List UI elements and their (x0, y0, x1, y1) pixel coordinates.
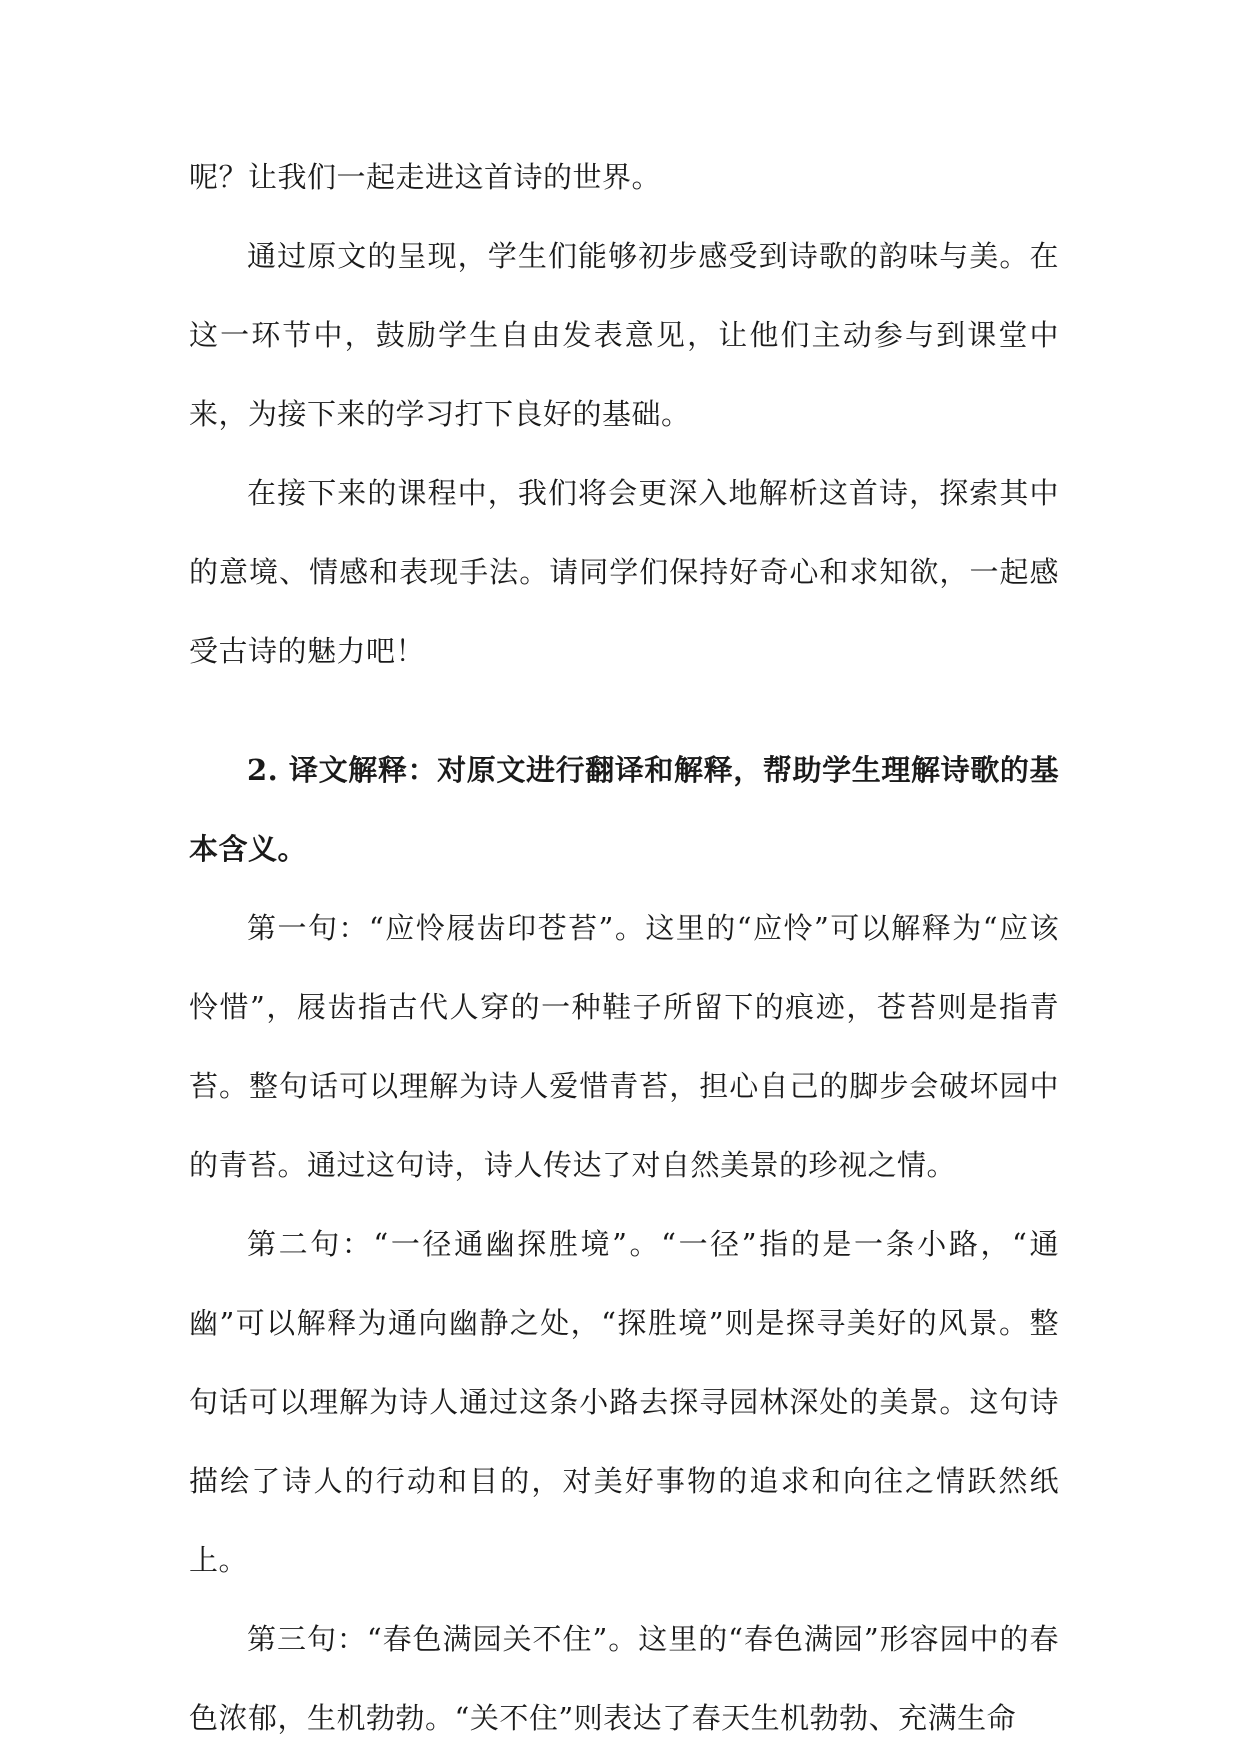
paragraph-continuation: 呢？让我们一起走进这首诗的世界。 (189, 160, 662, 194)
paragraph-next-course: 在接下来的课程中，我们将会更深入地解析这首诗，探索其中的意境、情感和表现手法。请同学们保持好奇心和求知欲，一起感受古诗的魅力吧！ (189, 476, 1059, 668)
paragraph-first-line: 第一句：“应怜屐齿印苍苔”。这里的“应怜”可以解释为“应该怜惜”，屐齿指古代人穿的一种鞋子所留下的痕迹，苍苔则是指青苔。整句话可以理解为诗人爱惜青苔，担心自己的脚步会破坏园中的青苔。通过这句诗，诗人传达了对自然美景的珍视之情。 (189, 911, 1059, 1182)
paragraph-second-line: 第二句：“一径通幽探胜境”。“一径”指的是一条小路，“通幽”可以解释为通向幽静之处，“探胜境”则是探寻美好的风景。整句话可以理解为诗人通过这条小路去探寻园林深处的美景。这句诗描绘了诗人的行动和目的，对美好事物的追求和向往之情跃然纸上。 (189, 1227, 1059, 1577)
section-heading: 2. 译文解释：对原文进行翻译和解释，帮助学生理解诗歌的基本含义。 (189, 753, 1059, 866)
paragraph-original-text-presentation: 通过原文的呈现，学生们能够初步感受到诗歌的韵味与美。在这一环节中，鼓励学生自由发表意见，让他们主动参与到课堂中来，为接下来的学习打下良好的基础。 (189, 239, 1059, 431)
document-body (189, 138, 1059, 1758)
paragraph-third-line: 第三句：“春色满园关不住”。这里的“春色满园”形容园中的春色浓郁，生机勃勃。“关不住”则表达了春天生机勃勃、充满生命 (189, 1622, 1059, 1735)
